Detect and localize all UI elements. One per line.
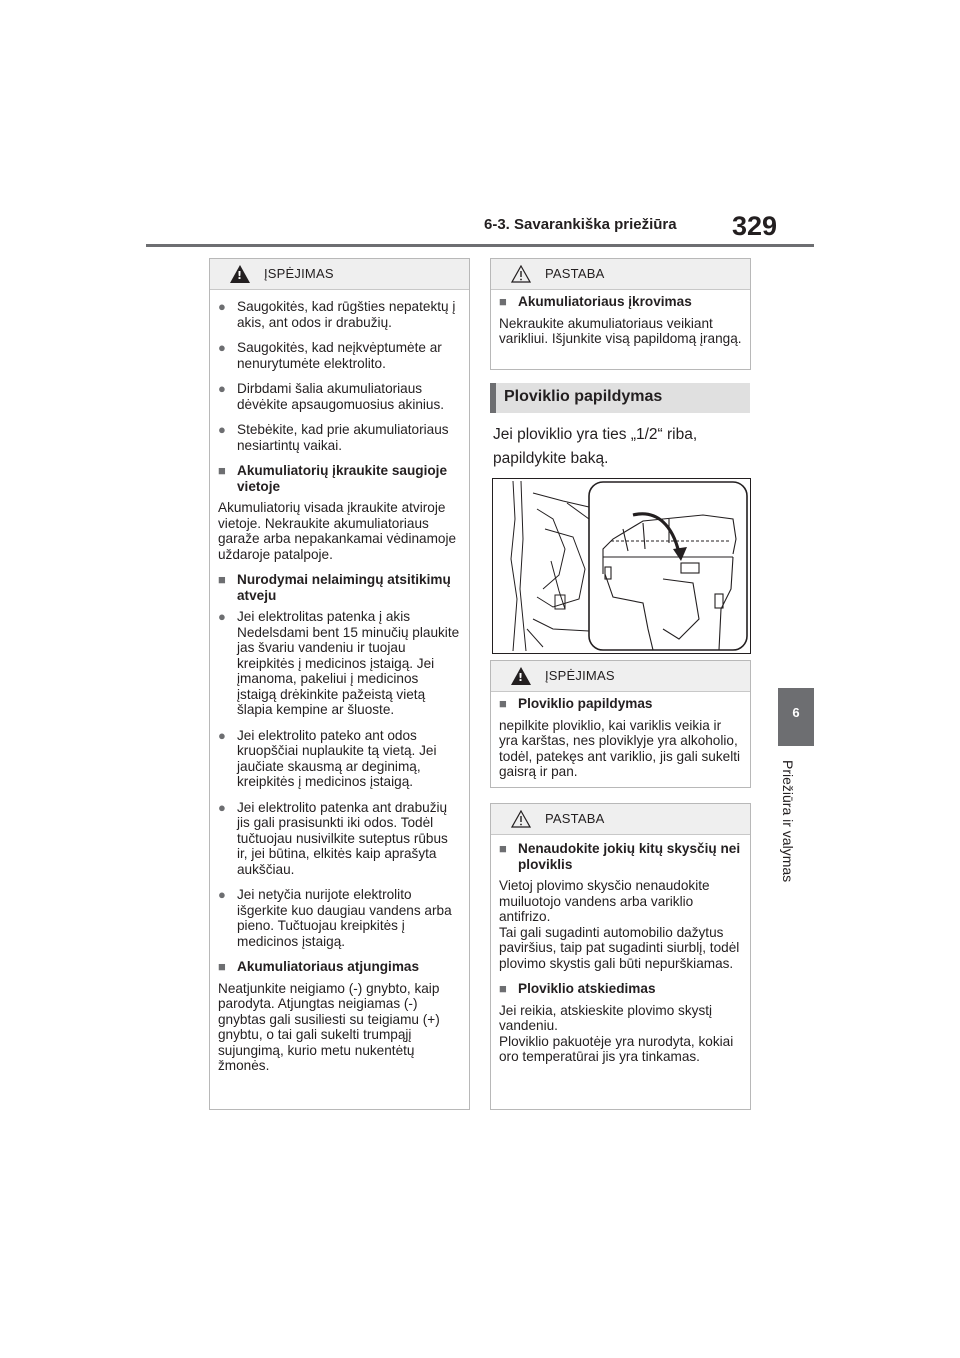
note-header xyxy=(491,259,750,290)
list-item: ● Jei elektrolito patenka ant drabužių jis gali prasisunkti iki odos. Todėl tučtuojau nusivilkite suteptus rūbus ir, jei būtina, elkitės kaip aprašyta aukščiau. xyxy=(218,799,448,877)
square-bullet-icon: ■ xyxy=(218,959,226,974)
page-number: 329 xyxy=(732,211,778,241)
warning-title: ĮSPĖJIMAS xyxy=(264,266,334,281)
subheading: ■ Ploviklio atskiedimas xyxy=(499,981,656,996)
paragraph: Jei reikia, atskieskite plovimo skystį vandeniu. xyxy=(499,1002,713,1033)
subheading: ■ Nurodymai nelaimingų atsitikimų atveju xyxy=(218,572,451,603)
paragraph: nepilkite ploviklio, kai variklis veikia ir yra karštas, nes ploviklyje yra alkoholio, todėl, patekęs ant variklio, jis gali sukelti gaisrą ir pan. xyxy=(499,717,741,779)
list-item: ● Jei elektrolito pateko ant odos kruopščiai nuplaukite tą vietą. Jei jaučiate skausmą ar deginimą, kreipkitės į medicinos įstaigą. xyxy=(218,727,437,789)
warning-icon xyxy=(511,667,531,685)
bullet-icon: ● xyxy=(218,299,226,314)
subheading: ■ Ploviklio papildymas xyxy=(499,696,653,711)
square-bullet-icon: ■ xyxy=(499,981,507,996)
bullet-icon: ● xyxy=(218,422,226,437)
section-title-bar xyxy=(490,383,750,413)
list-item: ● Jei netyčia nurijote elektrolito išgerkite kuo daugiau vandens arba pieno. Tučtuojau kreipkitės į medicinos įstaigą. xyxy=(218,887,452,949)
chapter-label: Priežiūra ir valymas xyxy=(780,760,796,883)
section-title: Ploviklio papildymas xyxy=(504,388,663,405)
subheading: ■ Akumuliatorių įkraukite saugioje vietoje xyxy=(218,463,447,494)
list-item: ● Jei elektrolitas patenka į akis Nedelsdami bent 15 minučių plaukite jas švariu vandeniu ir tuojau kreipkitės į medicinos įstaigą. Jei įmanoma, pakeliui į medicinos įstaigą drėkinkite pažeistą vietą šlapia kempine ar šluoste. xyxy=(218,609,460,717)
header-rule xyxy=(146,244,814,247)
bullet-icon: ● xyxy=(218,727,226,743)
subheading: ■ Akumuliatoriaus atjungimas xyxy=(218,959,420,974)
warning-header xyxy=(491,661,750,692)
paragraph: Tai gali sugadinti automobilio dažytus paviršius, taip pat sugadinti siurblį, todėl plovimo skystis gali būti nepurškiamas. xyxy=(499,924,740,971)
paragraph: Ploviklio pakuotėje yra nurodyta, kokiai oro temperatūrai jis yra tinkamas. xyxy=(499,1033,734,1064)
bullet-icon: ● xyxy=(218,887,226,902)
note-title: PASTABA xyxy=(545,266,605,281)
list-item: ● Stebėkite, kad prie akumuliatoriaus nesiartintų vaikai. xyxy=(218,422,449,453)
chapter-tab: 6 xyxy=(778,688,814,746)
square-bullet-icon: ■ xyxy=(218,463,226,478)
bullet-icon: ● xyxy=(218,381,226,396)
caution-outline-icon xyxy=(511,810,531,828)
section-intro: Jei ploviklio yra ties „1/2“ riba, papildykite baką. xyxy=(493,426,698,467)
paragraph: Akumuliatorių visada įkraukite atviroje vietoje. Nekraukite akumuliatoriaus garaže arba nepakankamai vėdinamoje uždaroje patalpoje. xyxy=(218,500,457,562)
bullet-icon: ● xyxy=(218,340,226,355)
list-item: ● Dirbdami šalia akumuliatoriaus dėvėkite apsaugomuosius akinius. xyxy=(218,381,445,412)
warning-icon xyxy=(230,265,250,283)
subheading: ■ Nenaudokite jokių kitų skysčių nei ploviklis xyxy=(499,841,741,872)
warning-box-washer xyxy=(490,660,751,788)
note-box-charging xyxy=(490,258,751,370)
paragraph: Neatjunkite neigiamo (-) gnybto, kaip parodyta. Atjungtas neigiamas (-) gnybtas gali susiliesti su teigiamu (+) gnybtu, o tai gali sukelti trumpąjį sujungimą, kurio metu nukentėtų žmonės. xyxy=(218,980,440,1073)
warning-header xyxy=(210,259,469,290)
washer-reservoir-illustration xyxy=(492,478,751,654)
warning-box-battery xyxy=(209,258,470,1110)
square-bullet-icon: ■ xyxy=(499,696,507,711)
bullet-icon: ● xyxy=(218,799,226,815)
square-bullet-icon: ■ xyxy=(218,572,226,587)
section-heading: 6-3. Savarankiška priežiūra xyxy=(484,216,677,233)
list-item: ● Saugokitės, kad rūgšties nepatektų į akis, ant odos ir drabužių. xyxy=(218,299,456,330)
square-bullet-icon: ■ xyxy=(499,294,507,309)
note-title: PASTABA xyxy=(545,811,605,826)
paragraph: Vietoj plovimo skysčio nenaudokite muiluotojo vandens arba variklio antifrizo. xyxy=(499,878,710,924)
warning-title: ĮSPĖJIMAS xyxy=(545,668,615,683)
engine-bay-drawing xyxy=(493,479,750,653)
list-item: ● Saugokitės, kad neįkvėptumėte ar nenurytumėte elektrolito. xyxy=(218,340,442,371)
caution-outline-icon xyxy=(511,265,531,283)
square-bullet-icon: ■ xyxy=(499,841,507,856)
paragraph: Nekraukite akumuliatoriaus veikiant varikliui. Išjunkite visą papildomą įrangą. xyxy=(499,315,742,346)
bullet-icon: ● xyxy=(218,609,226,624)
subheading: ■ Akumuliatoriaus įkrovimas xyxy=(499,294,692,309)
note-header xyxy=(491,804,750,835)
note-box-fluid xyxy=(490,803,751,1110)
